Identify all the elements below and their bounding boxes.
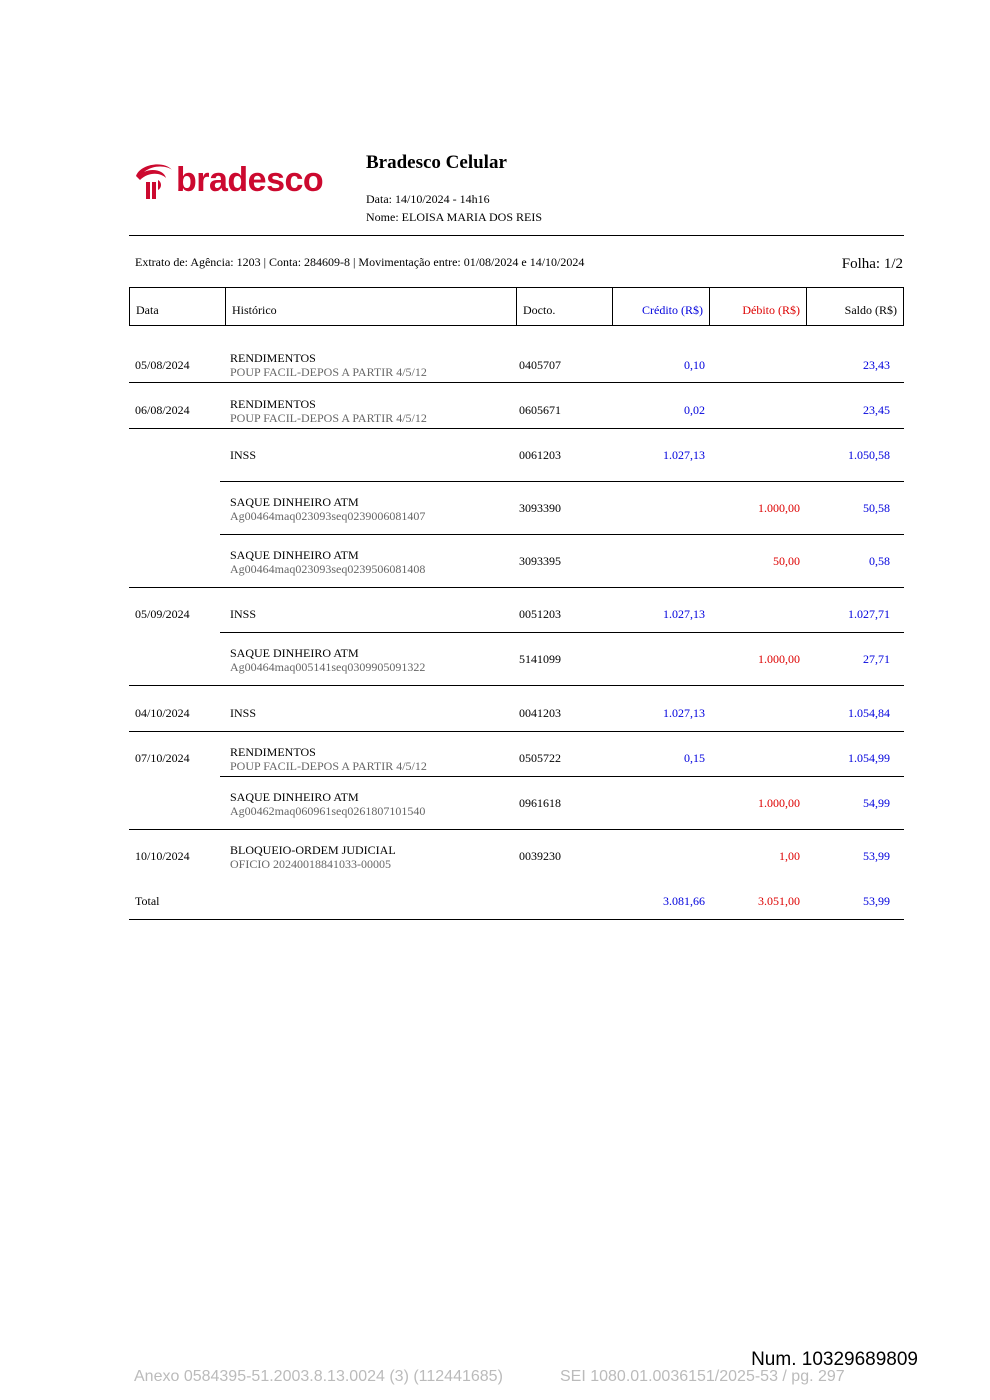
row-history-detail: POUP FACIL-DEPOS A PARTIR 4/5/12 [230,365,427,379]
row-credit: 0,02 [684,403,705,417]
row-docto: 3093390 [519,501,561,515]
table-header [129,287,904,326]
col-header-credito: Crédito (R$) [613,288,710,325]
row-date: 07/10/2024 [135,751,190,765]
row-balance: 0,58 [869,554,890,568]
row-docto: 0041203 [519,706,561,720]
row-history: RENDIMENTOS [230,397,316,411]
row-balance: 1.050,58 [848,448,890,462]
bradesco-tree-icon [132,158,178,204]
row-history-detail: Ag00464maq023093seq0239506081408 [230,562,426,576]
row-date: 05/09/2024 [135,607,190,621]
row-balance: 23,45 [863,403,890,417]
row-credit: 1.027,13 [663,607,705,621]
col-header-data: Data [130,288,226,325]
row-history-detail: Ag00464maq005141seq0309905091322 [230,660,426,674]
row-history-detail: OFICIO 20240018841033-00005 [230,857,391,871]
row-date: 04/10/2024 [135,706,190,720]
row-divider [129,685,904,686]
row-history: SAQUE DINHEIRO ATM [230,790,359,804]
row-docto: 0061203 [519,448,561,462]
row-credit: 1.027,13 [663,448,705,462]
total-credit: 3.081,66 [663,894,705,908]
row-history-detail: Ag00464maq023093seq0239006081407 [230,509,426,523]
row-balance: 50,58 [863,501,890,515]
row-history: BLOQUEIO-ORDEM JUDICIAL [230,843,396,857]
row-balance: 53,99 [863,849,890,863]
row-history: SAQUE DINHEIRO ATM [230,495,359,509]
row-docto: 5141099 [519,652,561,666]
row-credit: 0,15 [684,751,705,765]
row-balance: 1.054,84 [848,706,890,720]
row-balance: 1.054,99 [848,751,890,765]
row-history: SAQUE DINHEIRO ATM [230,646,359,660]
col-header-historico: Histórico [226,288,517,325]
row-history: INSS [230,448,257,462]
row-history: INSS [230,706,257,720]
row-divider [220,776,904,777]
bradesco-logo [132,158,324,204]
row-balance: 1.027,71 [848,607,890,621]
row-docto: 3093395 [519,554,561,568]
row-balance: 23,43 [863,358,890,372]
row-divider [129,382,904,383]
row-divider [220,481,904,482]
row-date: 05/08/2024 [135,358,190,372]
total-debit: 3.051,00 [758,894,800,908]
row-history: INSS [230,607,257,621]
row-history-detail: POUP FACIL-DEPOS A PARTIR 4/5/12 [230,759,427,773]
row-history: RENDIMENTOS [230,351,316,365]
page-title: Bradesco Celular [366,152,507,173]
total-divider [129,919,904,920]
page-number: Folha: 1/2 [841,256,903,272]
row-debit: 1.000,00 [758,501,800,515]
statement-info: Extrato de: Agência: 1203 | Conta: 284609-8 | Movimentação entre: 01/08/2024 e 14/10/2024 [135,255,585,269]
row-credit: 1.027,13 [663,706,705,720]
row-divider [220,632,904,633]
row-balance: 54,99 [863,796,890,810]
report-date: Data: 14/10/2024 - 14h16 [366,192,490,206]
row-docto: 0961618 [519,796,561,810]
total-balance: 53,99 [863,894,890,908]
row-history-detail: Ag00462maq060961seq0261807101540 [230,804,426,818]
row-docto: 0405707 [519,358,561,372]
row-docto: 0605671 [519,403,561,417]
row-debit: 50,00 [773,554,800,568]
col-header-debito: Débito (R$) [710,288,807,325]
row-balance: 27,71 [863,652,890,666]
row-credit: 0,10 [684,358,705,372]
row-history: RENDIMENTOS [230,745,316,759]
row-docto: 0505722 [519,751,561,765]
row-debit: 1,00 [779,849,800,863]
col-header-saldo: Saldo (R$) [844,303,897,317]
row-divider [129,587,904,588]
annex-reference: Anexo 0584395-51.2003.8.13.0024 (3) (112441685) [134,1368,503,1385]
row-divider [220,534,904,535]
document-number: Num. 10329689809 [751,1349,918,1370]
row-history-detail: POUP FACIL-DEPOS A PARTIR 4/5/12 [230,411,427,425]
header-divider [129,235,904,236]
row-divider [129,829,904,830]
brand-name: bradesco [176,161,324,199]
col-header-docto: Docto. [517,288,613,325]
row-docto: 0039230 [519,849,561,863]
row-divider [129,428,904,429]
row-debit: 1.000,00 [758,796,800,810]
row-debit: 1.000,00 [758,652,800,666]
total-label: Total [135,894,160,908]
row-date: 06/08/2024 [135,403,190,417]
row-date: 10/10/2024 [135,849,190,863]
row-docto: 0051203 [519,607,561,621]
sei-reference: SEI 1080.01.0036151/2025-53 / pg. 297 [560,1368,845,1385]
client-name: Nome: ELOISA MARIA DOS REIS [366,210,543,224]
row-divider [129,731,904,732]
row-history: SAQUE DINHEIRO ATM [230,548,359,562]
